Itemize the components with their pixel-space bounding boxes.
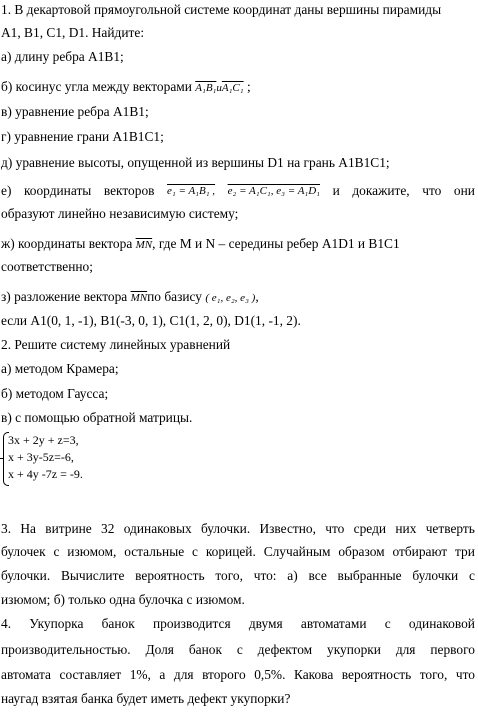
problem-1-item-z — [1, 289, 259, 306]
equation-3: x + 4y -7z = -9. — [8, 467, 83, 481]
word: образом — [338, 544, 385, 559]
word: второго — [202, 667, 246, 682]
word: докажите, — [352, 183, 410, 198]
vector-a1b1: A₁B₁ — [195, 82, 217, 94]
word: 3. — [1, 521, 12, 536]
word: 4. — [1, 616, 12, 631]
problem-4-line-2 — [1, 642, 475, 658]
problem-1-item-g: г) уравнение грани A1B1C1; — [1, 129, 164, 144]
word: е) — [1, 183, 12, 198]
word: На — [20, 521, 36, 536]
word: с — [192, 544, 198, 559]
problem-4-line-1 — [1, 616, 475, 632]
equation-1: 3x + 2y + z=3, — [8, 433, 79, 447]
problem-1-item-d: д) уравнение высоты, опущенной из вершины D1 на грань A1B1C1; — [1, 155, 390, 170]
word: производится — [152, 616, 231, 631]
word: выбранные — [337, 568, 402, 583]
problem-1-points: если A1(0, 1, -1), B1(-3, 0, 1), C1(1, 2, 0), D1(1, -1, 2). — [1, 313, 301, 328]
word: автомата — [1, 667, 51, 682]
word: того, — [215, 568, 243, 583]
problem-2-title: 2. Решите систему линейных уравнений — [1, 337, 231, 352]
word: 32 — [101, 521, 115, 536]
system-brace — [3, 432, 9, 486]
item-b-end: ; — [246, 79, 251, 94]
word: двумя — [248, 616, 283, 631]
word: них — [395, 521, 417, 536]
word: с — [236, 642, 243, 657]
item-z-end: , — [255, 289, 259, 304]
word: вероятность — [135, 568, 205, 583]
word: булочки. — [1, 568, 51, 583]
problem-1-item-e-line-2: образуют линейно независимую систему; — [1, 206, 239, 221]
word: того, — [419, 667, 448, 682]
word: банок — [188, 642, 222, 657]
problem-3-line-2 — [1, 544, 475, 560]
word: первого — [430, 642, 475, 657]
problem-2-item-v: в) с помощью обратной матрицы. — [1, 410, 193, 425]
word: булочки. — [200, 521, 251, 536]
word: и — [332, 183, 340, 198]
vector-e1: e₁ = A₁B₁ , — [167, 185, 216, 197]
item-zh-text-2: , где М и N – середины ребер A1D1 и B1C1 — [152, 236, 400, 251]
word: Известно, — [259, 521, 316, 536]
item-z-text: з) разложение вектора — [1, 289, 128, 304]
item-b-and: и — [216, 82, 222, 94]
word: что — [455, 667, 475, 682]
word: для — [173, 667, 194, 682]
problem-1-line-2: A1, B1, C1, D1. Найдите: — [1, 25, 145, 40]
problem-4-line-3 — [1, 667, 475, 683]
word: остальные — [124, 544, 185, 559]
vector-e2-e3: e₂ = A₁C₁, e₃ = A₁D₁ — [227, 185, 321, 197]
word: банок — [101, 616, 135, 631]
basis-e1-e2-e3: ( e₁, e₂, e₃ ) — [205, 292, 256, 304]
problem-1-item-v: в) уравнение ребра A1B1; — [1, 104, 149, 119]
word: производительностью. — [1, 642, 131, 657]
problem-3-line-3 — [1, 568, 475, 584]
word: одинаковых — [123, 521, 192, 536]
word: вероятность — [341, 667, 412, 682]
word: с — [53, 544, 60, 559]
problem-1-item-e — [1, 183, 475, 199]
problem-3-line-1 — [1, 521, 475, 537]
word: три — [455, 544, 475, 559]
word: булочки — [412, 568, 459, 583]
word: с — [468, 568, 475, 583]
equation-2: x + 3y-5z=-6, — [8, 450, 74, 464]
problem-4-line-4: наугад взятая банка будет иметь дефект укупорки? — [1, 691, 291, 706]
word: изюмом, — [67, 544, 117, 559]
problem-3-line-4: изюмом; б) только одна булочка с изюмом. — [1, 592, 245, 607]
word: Вычислите — [60, 568, 125, 583]
word: одинаковой — [408, 616, 475, 631]
word: 0,5%. — [254, 667, 286, 682]
word: четверть — [425, 521, 475, 536]
word: 1%, — [129, 667, 151, 682]
item-z-basis-text: по базису — [147, 289, 202, 304]
word: витрине — [45, 521, 92, 536]
word: векторов — [103, 183, 155, 198]
word: отбирают — [392, 544, 448, 559]
word: с — [384, 616, 391, 631]
vector-mn-2: $\overline{MN}$ — [130, 292, 148, 304]
problem-1-item-zh — [1, 236, 400, 253]
word: Случайным — [263, 544, 331, 559]
word: булочек — [1, 544, 46, 559]
problem-1-line-1: 1. В декартовой прямоугольной системе координат даны вершины пирамиды — [1, 2, 442, 17]
word: что — [325, 521, 345, 536]
word: координаты — [23, 183, 92, 198]
vector-a1c1: A₁C₁ — [221, 82, 244, 94]
word: что: — [253, 568, 277, 583]
word: что — [422, 183, 442, 198]
word: а — [159, 667, 166, 682]
word: все — [308, 568, 327, 583]
word: Доля — [145, 642, 174, 657]
problem-1-item-b — [1, 79, 251, 96]
word: Укупорка — [29, 616, 84, 631]
vector-mn: $\overline{MN}$ — [135, 239, 153, 251]
equation-system — [3, 432, 83, 483]
word: а) — [287, 568, 298, 583]
word: Какова — [293, 667, 334, 682]
item-zh-text: ж) координаты вектора — [1, 236, 133, 251]
item-b-text: б) косинус угла между векторами — [1, 79, 192, 94]
problem-1-item-zh-line-2: соответственно; — [1, 259, 93, 274]
problem-2-item-b: б) методом Гаусса; — [1, 386, 109, 401]
word: среди — [353, 521, 387, 536]
word: корицей. — [205, 544, 256, 559]
problem-2-item-a: а) методом Крамера; — [1, 361, 119, 376]
word: дефектом — [257, 642, 313, 657]
word: укупорки — [327, 642, 381, 657]
word: они — [453, 183, 475, 198]
word: для — [395, 642, 416, 657]
word: автоматами — [300, 616, 367, 631]
problem-1-item-a: а) длину ребра A1B1; — [1, 49, 124, 64]
word: составляет — [59, 667, 122, 682]
